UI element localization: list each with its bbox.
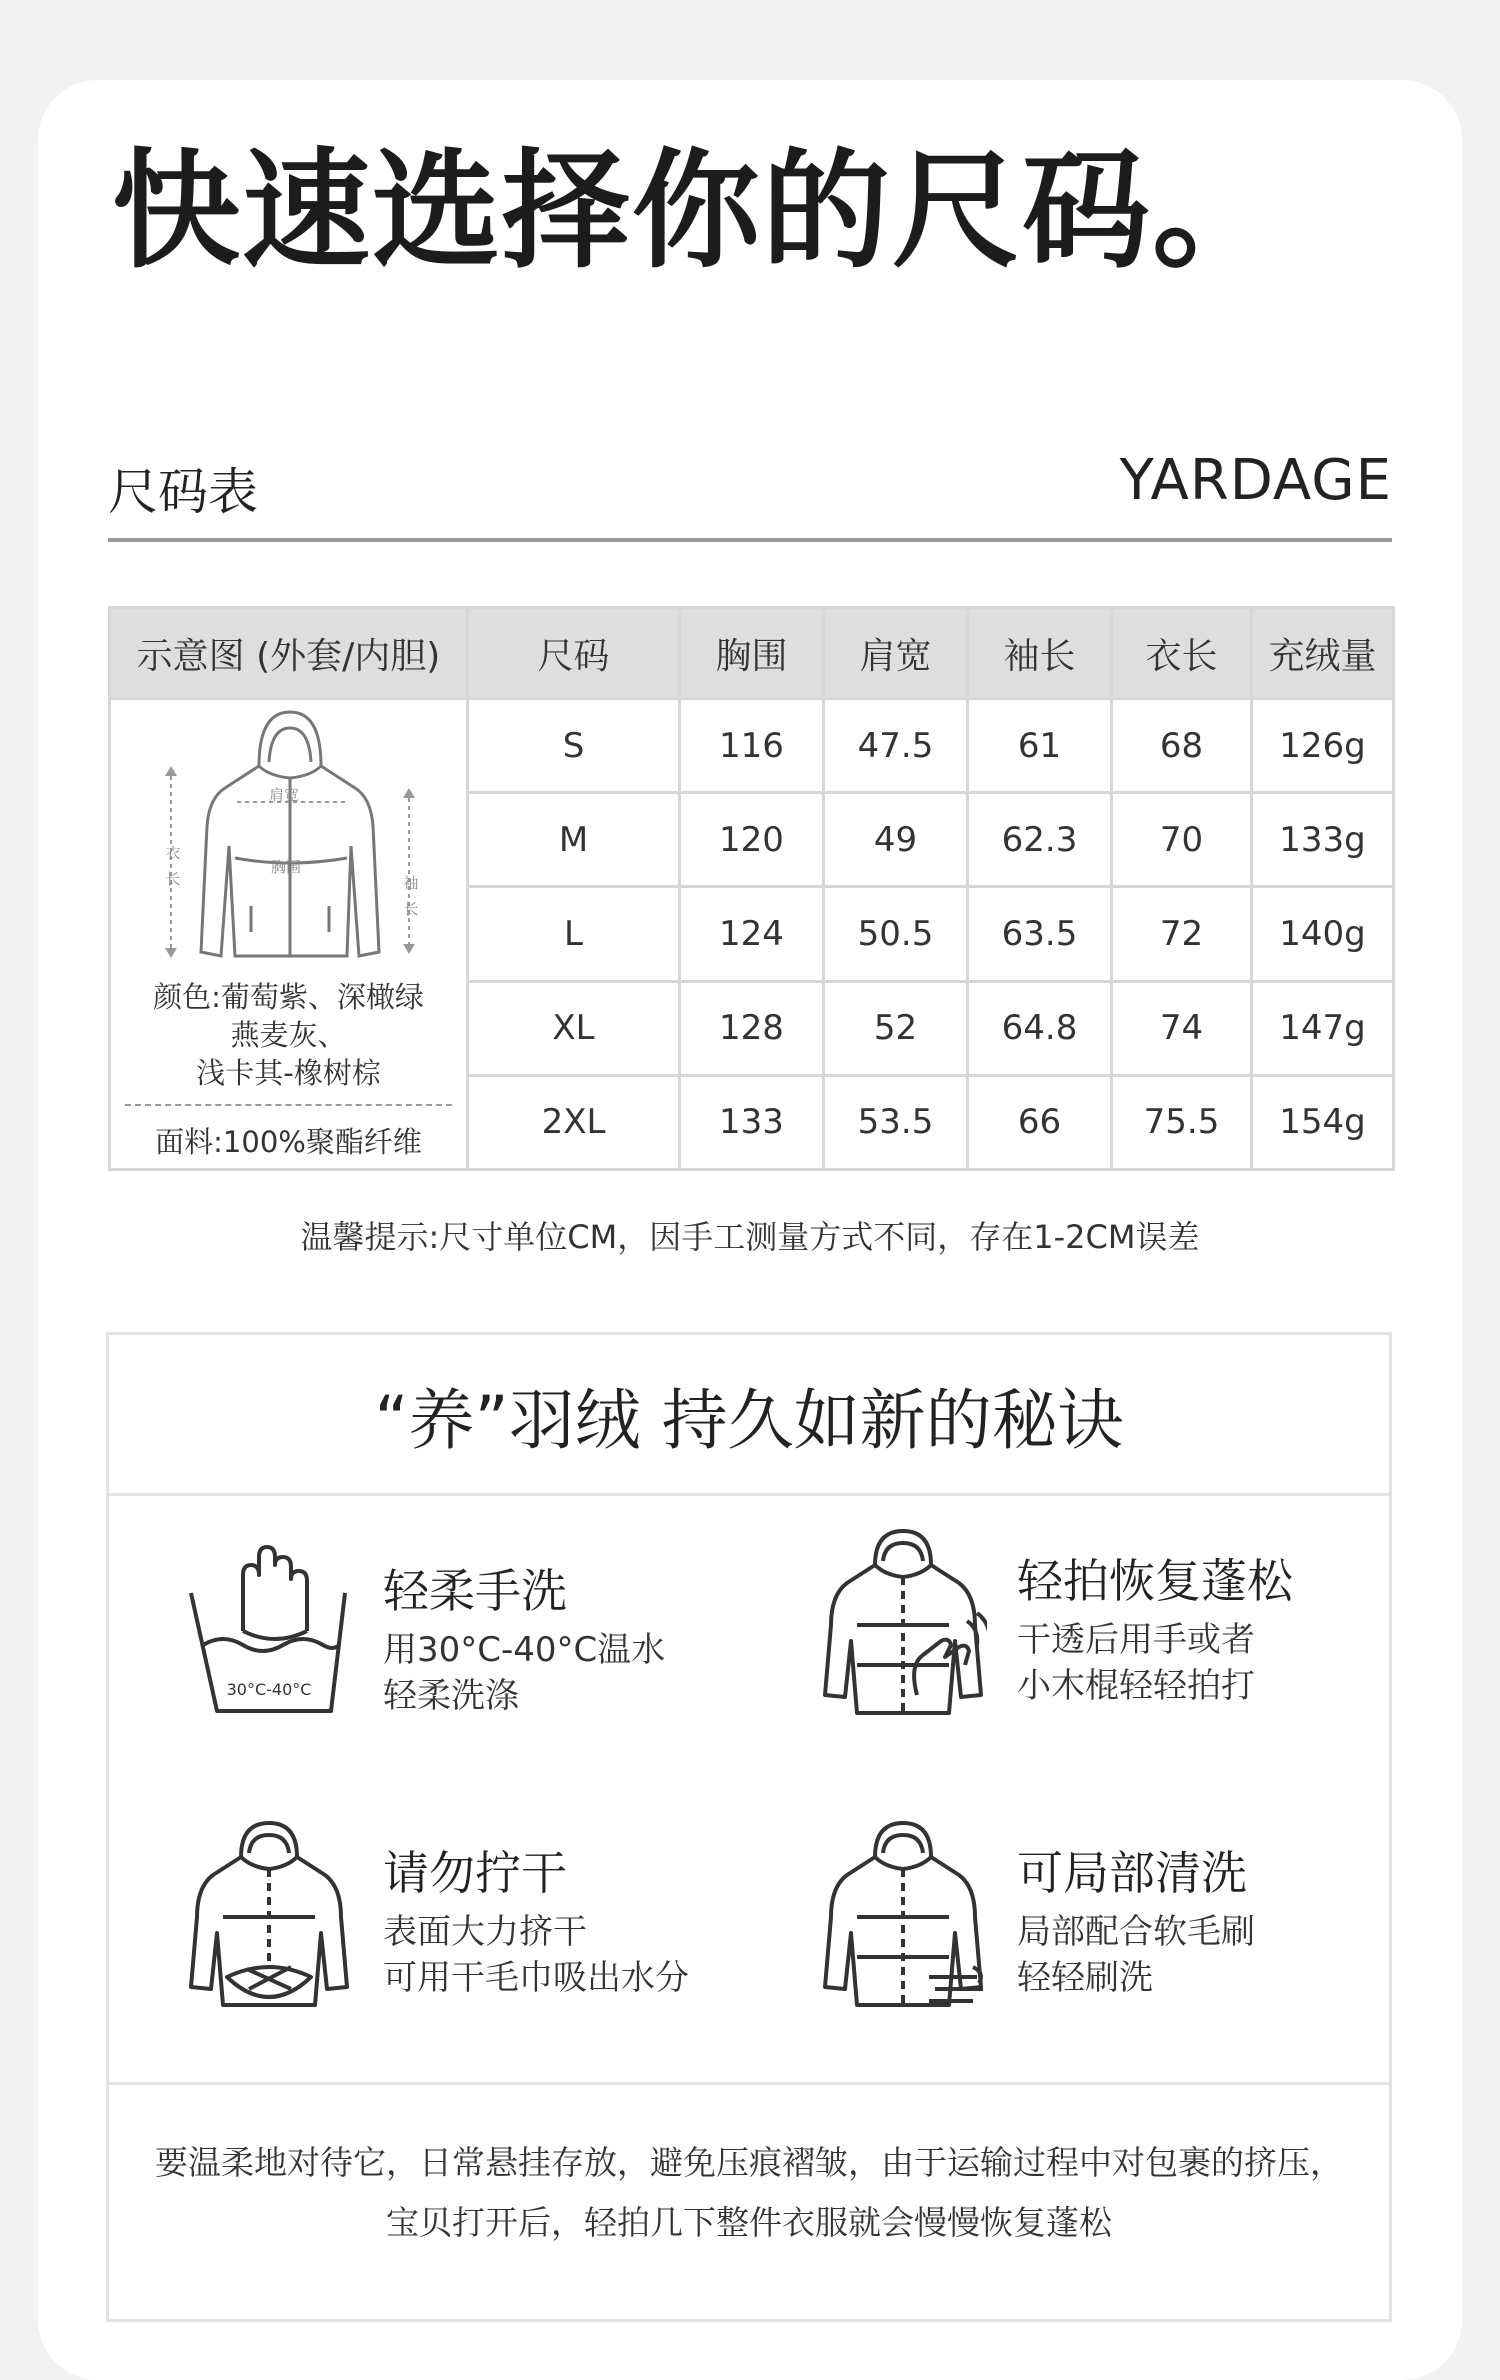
cell-length: 72 [1112,887,1252,981]
color-info [111,978,466,1092]
cell-fill: 133g [1252,793,1394,887]
care-item-desc [1017,1909,1255,2001]
section-header [108,448,1392,542]
header-length: 衣长 [1112,608,1252,699]
cell-size: S [468,699,680,793]
section-divider [108,538,1392,542]
label-sleeve: 袖长 [403,874,419,918]
header-shoulder: 肩宽 [824,608,968,699]
section-title-en: YARDAGE [1119,448,1392,513]
care-desc-line: 用30°C-40°C温水 [383,1630,666,1670]
color-line-2: 燕麦灰、 [230,1018,347,1052]
care-item-desc [383,1909,689,2001]
care-panel [106,1332,1392,2322]
cell-sleeve: 63.5 [968,887,1112,981]
cell-chest: 120 [680,793,824,887]
color-line-1: 颜色:葡萄紫、深橄绿 [153,980,424,1014]
color-line-3: 浅卡其-橡树棕 [196,1056,381,1090]
cell-fill: 140g [1252,887,1394,981]
page-title: 快速选择你的尺码。 [112,137,1283,286]
cell-length: 74 [1112,981,1252,1075]
hand-wash-icon [183,1535,353,1735]
cell-chest: 124 [680,887,824,981]
care-item-no-wring [183,1817,803,2057]
spot-clean-icon [817,1817,987,2017]
care-item-pat [817,1525,1437,1765]
cell-sleeve: 66 [968,1075,1112,1169]
header-diagram: 示意图 (外套/内胆) [110,608,468,699]
diagram-cell [110,699,468,1170]
cell-length: 70 [1112,793,1252,887]
care-footer-line: 要温柔地对待它，日常悬挂存放，避免压痕褶皱，由于运输过程中对包裹的挤压， [155,2143,1343,2182]
cell-size: M [468,793,680,887]
cell-fill: 154g [1252,1075,1394,1169]
cell-shoulder: 52 [824,981,968,1075]
cell-length: 75.5 [1112,1075,1252,1169]
cell-sleeve: 62.3 [968,793,1112,887]
dashed-divider [125,1104,452,1106]
care-item-title: 请勿拧干 [383,1846,567,1900]
label-shoulder: 肩宽 [269,786,300,804]
care-item-desc [383,1627,665,1719]
jacket-diagram-icon [151,706,429,976]
care-item-hand-wash [183,1535,803,1775]
cell-chest: 128 [680,981,824,1075]
cell-chest: 133 [680,1075,824,1169]
cell-size: L [468,887,680,981]
label-length: 衣长 [165,844,181,888]
measurement-tip: 温馨提示:尺寸单位CM，因手工测量方式不同，存在1-2CM误差 [300,1218,1200,1256]
care-footer [109,2133,1389,2253]
header-size: 尺码 [468,608,680,699]
cell-shoulder: 47.5 [824,699,968,793]
header-sleeve: 袖长 [968,608,1112,699]
fabric-info: 面料:100%聚酯纤维 [155,1125,422,1159]
cell-fill: 126g [1252,699,1394,793]
care-desc-line: 轻轻刷洗 [1017,1958,1153,1998]
care-desc-line: 干透后用手或者 [1017,1620,1255,1660]
care-footer-line: 宝贝打开后，轻拍几下整件衣服就会慢慢恢复蓬松 [386,2203,1112,2242]
size-table [108,606,1395,1171]
table-header-row [110,608,1394,699]
care-title: “养”羽绒 持久如新的秘诀 [109,1335,1389,1496]
header-fill: 充绒量 [1252,608,1394,699]
cell-fill: 147g [1252,981,1394,1075]
care-desc-line: 小木棍轻轻拍打 [1017,1666,1255,1706]
care-item-title: 可局部清洗 [1017,1846,1247,1900]
table-row [110,699,1394,793]
pat-jacket-icon [817,1525,987,1725]
care-desc-line: 轻柔洗涤 [383,1676,519,1716]
cell-size: 2XL [468,1075,680,1169]
header-chest: 胸围 [680,608,824,699]
cell-length: 68 [1112,699,1252,793]
no-wring-icon [183,1817,353,2017]
care-item-desc [1017,1617,1255,1709]
cell-shoulder: 53.5 [824,1075,968,1169]
care-desc-line: 表面大力挤干 [383,1912,587,1952]
section-title-cn: 尺码表 [108,463,258,521]
care-desc-line: 局部配合软毛刷 [1017,1912,1255,1952]
wash-temp-label: 30°C-40°C [226,1680,312,1699]
care-item-title: 轻拍恢复蓬松 [1017,1554,1293,1608]
cell-size: XL [468,981,680,1075]
care-item-spot-clean [817,1817,1437,2057]
care-item-title: 轻柔手洗 [383,1564,567,1618]
cell-sleeve: 64.8 [968,981,1112,1075]
care-divider [109,2082,1389,2085]
cell-shoulder: 50.5 [824,887,968,981]
cell-sleeve: 61 [968,699,1112,793]
cell-shoulder: 49 [824,793,968,887]
label-chest: 胸围 [271,858,302,876]
cell-chest: 116 [680,699,824,793]
care-desc-line: 可用干毛巾吸出水分 [383,1958,689,1998]
